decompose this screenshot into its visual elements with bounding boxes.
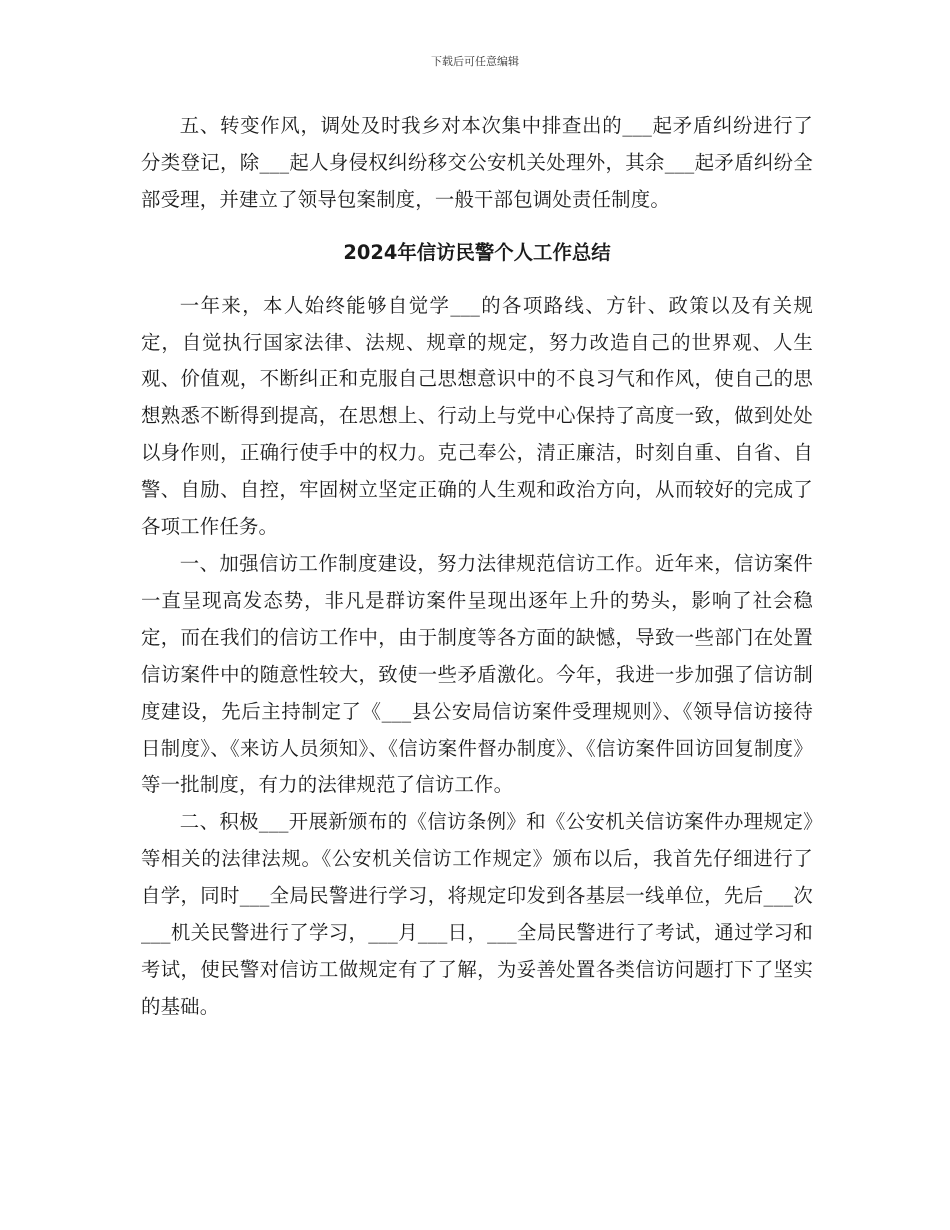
page-header-note: 下载后可任意编辑	[431, 55, 519, 68]
document-title: 2024年信访民警个人工作总结	[343, 240, 611, 264]
body-paragraph: 二、积极___开展新颁布的《信访条例》和《公安机关信访案件办理规定》等相关的法律法规。《公安机关信访工作规定》颁布以后，我首先仔细进行了自学，同时___全局民警进行学习，将规定印发到各基层一线单位，先后___次___机关民警进行了学习，___月___日，___全局民警进行了考试，通过学习和考试，使民警对信访工做规定有了了解，为妥善处置各类信访问题打下了坚实的基础。	[141, 810, 813, 1018]
body-paragraph: 一、加强信访工作制度建设，努力法律规范信访工作。近年来，信访案件一直呈现高发态势，非凡是群访案件呈现出逐年上升的势头，影响了社会稳定，而在我们的信访工作中，由于制度等各方面的缺憾，导致一些部门在处置信访案件中的随意性较大，致使一些矛盾激化。今年，我进一步加强了信访制度建设，先后主持制定了《___县公安局信访案件受理规则》、《领导信访接待日制度》、《来访人员须知》、《信访案件督办制度》、《信访案件回访回复制度》等一批制度，有力的法律规范了信访工作。	[141, 551, 813, 797]
body-paragraph: 一年来，本人始终能够自觉学___的各项路线、方针、政策以及有关规定，自觉执行国家法律、法规、规章的规定，努力改造自己的世界观、人生观、价值观，不断纠正和克服自己思想意识中的不良习气和作风，使自己的思想熟悉不断得到提高，在思想上、行动上与党中心保持了高度一致，做到处处以身作则，正确行使手中的权力。克己奉公，清正廉洁，时刻自重、自省、自警、自励、自控，牢固树立坚定正确的人生观和政治方向，从而较好的完成了各项工作任务。	[141, 293, 813, 539]
document-body	[141, 108, 813, 1026]
intro-paragraph: 五、转变作风，调处及时我乡对本次集中排查出的___起矛盾纠纷进行了分类登记，除___起人身侵权纠纷移交公安机关处理外，其余___起矛盾纠纷全部受理，并建立了领导包案制度，一般干部包调处责任制度。	[141, 114, 813, 211]
